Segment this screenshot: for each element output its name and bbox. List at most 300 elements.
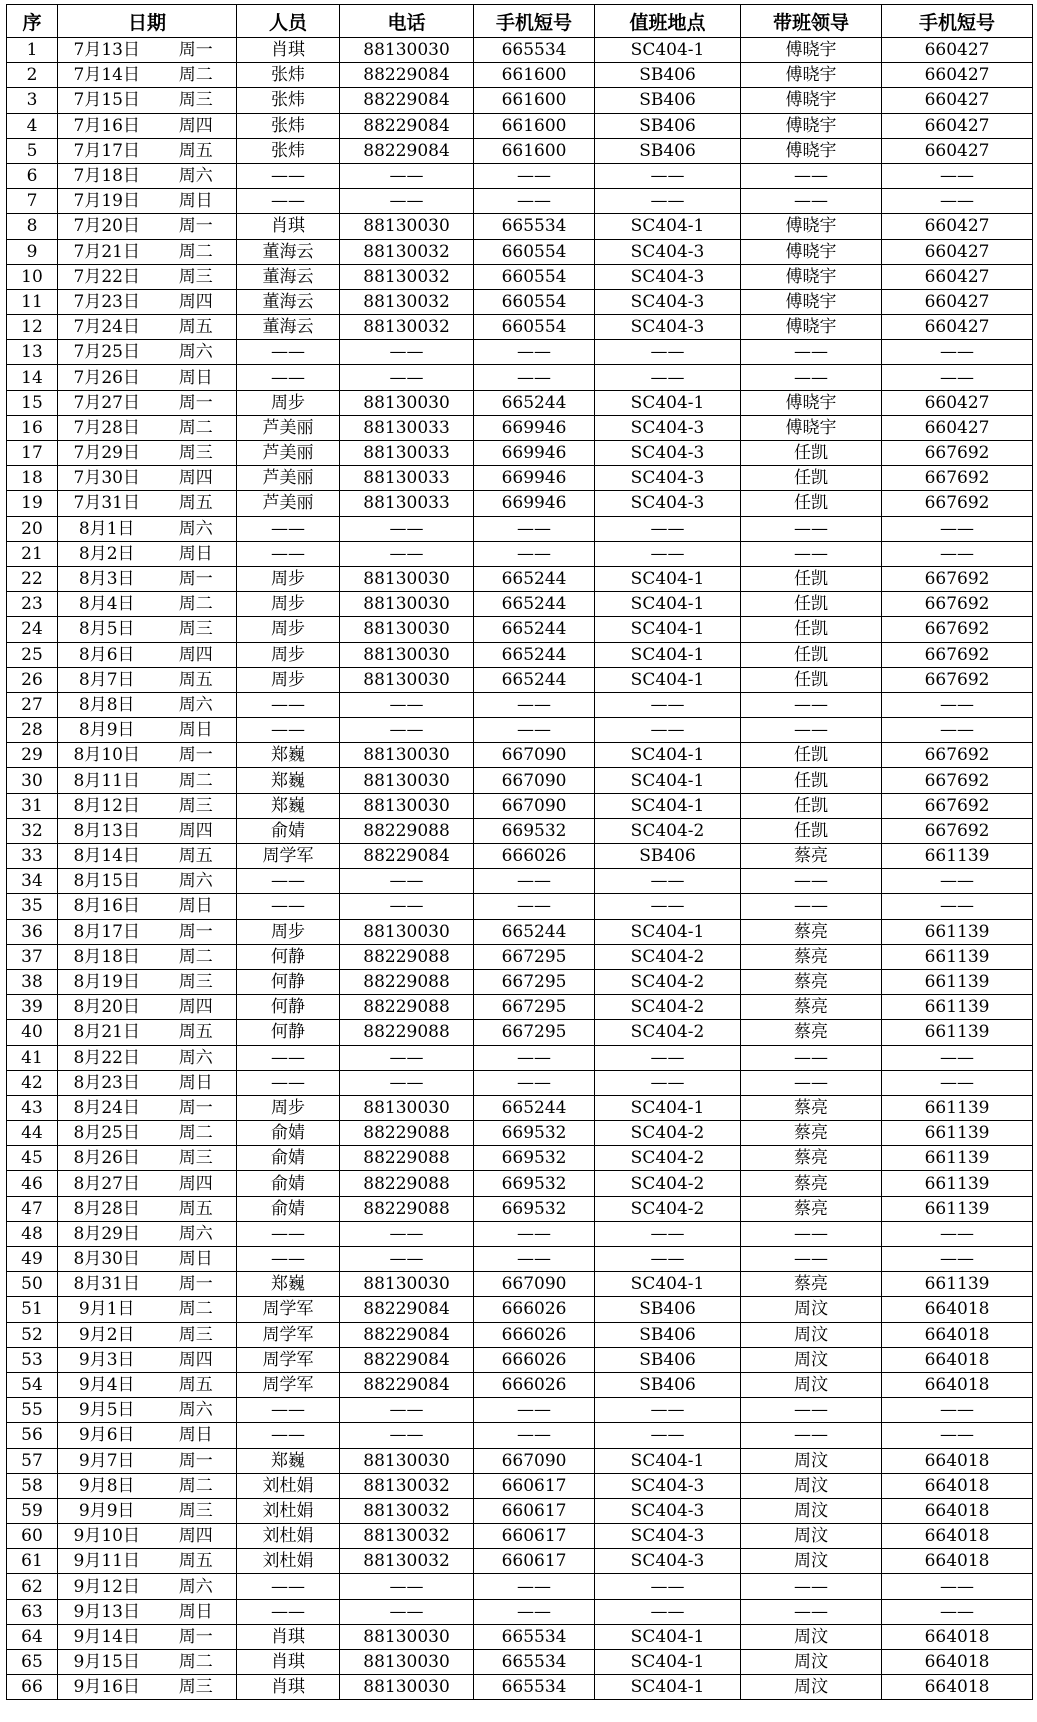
cell-leader-mobile: 667692 [882,566,1033,591]
cell-leader-mobile: 667692 [882,592,1033,617]
table-row [7,541,1033,566]
cell-leader-mobile: 664018 [882,1549,1033,1574]
cell-person: 周学军 [237,1322,340,1347]
cell-leader-mobile: 667692 [882,667,1033,692]
cell-phone: 88229084 [340,63,474,88]
table-row [7,1095,1033,1120]
cell-seq: 8 [7,214,58,239]
cell-phone: 88229084 [340,1372,474,1397]
table-row [7,1599,1033,1624]
cell-person: 肖琪 [237,38,340,63]
cell-phone: 88130030 [340,1650,474,1675]
cell-leader: 傅晓宇 [741,289,882,314]
cell-weekday: 周二 [156,944,237,969]
cell-seq: 32 [7,818,58,843]
cell-leader: 周汶 [741,1624,882,1649]
table-row [7,944,1033,969]
cell-person: 芦美丽 [237,415,340,440]
cell-seq: 40 [7,1020,58,1045]
cell-leader-mobile: 661139 [882,1272,1033,1297]
cell-phone: —— [340,1423,474,1448]
cell-seq: 62 [7,1574,58,1599]
cell-mobile-short: 660617 [474,1498,595,1523]
cell-location: SC404-1 [595,1272,741,1297]
cell-weekday: 周日 [156,189,237,214]
cell-phone: 88130030 [340,390,474,415]
table-row [7,1221,1033,1246]
cell-leader-mobile: 660427 [882,113,1033,138]
cell-person: 周步 [237,390,340,415]
cell-seq: 33 [7,844,58,869]
cell-mobile-short: 669532 [474,1196,595,1221]
cell-weekday: 周五 [156,491,237,516]
cell-phone: 88130032 [340,1524,474,1549]
cell-location: SB406 [595,1322,741,1347]
cell-weekday: 周四 [156,818,237,843]
cell-leader-mobile: 667692 [882,768,1033,793]
cell-leader: 周汶 [741,1498,882,1523]
cell-date: 7月26日 [58,365,156,390]
cell-date: 8月23日 [58,1070,156,1095]
cell-person: 张炜 [237,63,340,88]
cell-date: 9月2日 [58,1322,156,1347]
cell-phone: 88130030 [340,642,474,667]
cell-person: 周学军 [237,1347,340,1372]
cell-date: 7月21日 [58,239,156,264]
cell-mobile-short: 665244 [474,1095,595,1120]
cell-phone: —— [340,1070,474,1095]
cell-leader: —— [741,1221,882,1246]
cell-date: 7月16日 [58,113,156,138]
cell-phone: 88130033 [340,491,474,516]
cell-mobile-short: 660554 [474,264,595,289]
cell-person: 董海云 [237,239,340,264]
cell-person: 俞婧 [237,818,340,843]
cell-person: 何静 [237,944,340,969]
cell-leader: 蔡亮 [741,1272,882,1297]
cell-location: SC404-1 [595,743,741,768]
cell-mobile-short: 667295 [474,944,595,969]
roster-body [7,38,1033,1700]
cell-leader-mobile: 660427 [882,390,1033,415]
cell-seq: 65 [7,1650,58,1675]
cell-weekday: 周三 [156,793,237,818]
cell-seq: 14 [7,365,58,390]
cell-weekday: 周二 [156,1297,237,1322]
cell-weekday: 周一 [156,919,237,944]
cell-seq: 18 [7,466,58,491]
cell-leader-mobile: 667692 [882,642,1033,667]
cell-phone: 88130033 [340,415,474,440]
cell-person: 俞婧 [237,1121,340,1146]
cell-location: —— [595,1574,741,1599]
cell-leader: 蔡亮 [741,1095,882,1120]
table-row [7,516,1033,541]
cell-seq: 25 [7,642,58,667]
cell-date: 9月6日 [58,1423,156,1448]
table-row [7,793,1033,818]
cell-mobile-short: 665534 [474,214,595,239]
cell-date: 9月7日 [58,1448,156,1473]
table-row [7,340,1033,365]
cell-seq: 38 [7,969,58,994]
table-row [7,1473,1033,1498]
table-row [7,1498,1033,1523]
cell-location: SC404-1 [595,1650,741,1675]
cell-date: 7月20日 [58,214,156,239]
cell-date: 7月15日 [58,88,156,113]
cell-date: 7月17日 [58,138,156,163]
cell-person: —— [237,894,340,919]
table-row [7,1448,1033,1473]
cell-seq: 34 [7,869,58,894]
cell-seq: 58 [7,1473,58,1498]
cell-phone: 88229084 [340,113,474,138]
cell-location: SB406 [595,1372,741,1397]
cell-location: —— [595,541,741,566]
cell-leader: —— [741,1398,882,1423]
cell-person: —— [237,340,340,365]
cell-leader: —— [741,1070,882,1095]
cell-phone: —— [340,1045,474,1070]
cell-leader-mobile: 661139 [882,1146,1033,1171]
cell-mobile-short: —— [474,869,595,894]
cell-mobile-short: 660617 [474,1549,595,1574]
cell-seq: 31 [7,793,58,818]
table-row [7,113,1033,138]
cell-leader-mobile: 664018 [882,1675,1033,1700]
cell-phone: 88130032 [340,289,474,314]
cell-location: SC404-3 [595,1524,741,1549]
cell-location: SB406 [595,88,741,113]
table-row [7,995,1033,1020]
cell-weekday: 周六 [156,516,237,541]
cell-date: 8月8日 [58,692,156,717]
cell-mobile-short: 667090 [474,743,595,768]
cell-leader-mobile: 667692 [882,441,1033,466]
cell-phone: —— [340,163,474,188]
cell-leader: 傅晓宇 [741,63,882,88]
table-row [7,919,1033,944]
cell-seq: 48 [7,1221,58,1246]
cell-seq: 60 [7,1524,58,1549]
cell-leader: 周汶 [741,1650,882,1675]
cell-leader: 傅晓宇 [741,38,882,63]
cell-person: —— [237,692,340,717]
cell-weekday: 周三 [156,88,237,113]
cell-seq: 51 [7,1297,58,1322]
cell-mobile-short: —— [474,1045,595,1070]
cell-leader: 蔡亮 [741,1121,882,1146]
cell-mobile-short: 661600 [474,138,595,163]
cell-phone: 88130030 [340,1095,474,1120]
cell-person: —— [237,869,340,894]
cell-date: 8月1日 [58,516,156,541]
cell-date: 7月28日 [58,415,156,440]
cell-leader-mobile: —— [882,1398,1033,1423]
cell-seq: 61 [7,1549,58,1574]
cell-phone: 88229084 [340,88,474,113]
cell-person: —— [237,365,340,390]
cell-leader-mobile: 664018 [882,1448,1033,1473]
cell-phone: 88130032 [340,1498,474,1523]
cell-weekday: 周四 [156,113,237,138]
cell-weekday: 周六 [156,869,237,894]
cell-weekday: 周五 [156,667,237,692]
cell-seq: 21 [7,541,58,566]
table-row [7,1121,1033,1146]
duty-roster-table [6,4,1033,1700]
cell-weekday: 周一 [156,743,237,768]
table-row [7,1398,1033,1423]
cell-mobile-short: 665244 [474,642,595,667]
cell-person: 何静 [237,995,340,1020]
cell-phone: 88229084 [340,1322,474,1347]
cell-mobile-short: 665534 [474,38,595,63]
cell-leader: 周汶 [741,1297,882,1322]
table-row [7,441,1033,466]
cell-leader-mobile: —— [882,1221,1033,1246]
cell-location: SC404-3 [595,239,741,264]
cell-phone: 88130032 [340,264,474,289]
cell-phone: 88130030 [340,1675,474,1700]
cell-location: SB406 [595,138,741,163]
cell-person: 张炜 [237,113,340,138]
table-row [7,1347,1033,1372]
table-row [7,1624,1033,1649]
cell-phone: —— [340,340,474,365]
cell-location: SC404-1 [595,390,741,415]
cell-mobile-short: 669532 [474,1171,595,1196]
cell-location: —— [595,516,741,541]
cell-person: 芦美丽 [237,466,340,491]
cell-weekday: 周六 [156,692,237,717]
cell-location: SC404-3 [595,315,741,340]
cell-phone: —— [340,365,474,390]
cell-mobile-short: 669532 [474,1121,595,1146]
cell-mobile-short: —— [474,365,595,390]
cell-leader-mobile: 660427 [882,214,1033,239]
table-row [7,642,1033,667]
cell-leader: 蔡亮 [741,969,882,994]
cell-date: 8月24日 [58,1095,156,1120]
cell-date: 8月14日 [58,844,156,869]
cell-date: 7月22日 [58,264,156,289]
cell-phone: —— [340,1574,474,1599]
cell-seq: 45 [7,1146,58,1171]
cell-seq: 13 [7,340,58,365]
cell-leader: —— [741,163,882,188]
cell-mobile-short: —— [474,1221,595,1246]
cell-leader-mobile: 660427 [882,264,1033,289]
cell-leader-mobile: —— [882,340,1033,365]
table-row [7,88,1033,113]
cell-person: 俞婧 [237,1196,340,1221]
cell-leader-mobile: —— [882,894,1033,919]
cell-person: 郑巍 [237,768,340,793]
cell-mobile-short: —— [474,1398,595,1423]
cell-person: 周步 [237,642,340,667]
cell-mobile-short: 666026 [474,1347,595,1372]
cell-location: SB406 [595,1297,741,1322]
header-person: 人员 [237,5,340,38]
cell-location: SB406 [595,63,741,88]
cell-leader: —— [741,1423,882,1448]
cell-date: 8月2日 [58,541,156,566]
cell-leader-mobile: —— [882,1247,1033,1272]
cell-leader-mobile: 660427 [882,289,1033,314]
cell-seq: 19 [7,491,58,516]
cell-location: SC404-1 [595,214,741,239]
cell-mobile-short: 660554 [474,239,595,264]
cell-leader: 蔡亮 [741,995,882,1020]
cell-mobile-short: 669946 [474,415,595,440]
cell-mobile-short: 666026 [474,1297,595,1322]
cell-phone: —— [340,541,474,566]
cell-person: 周步 [237,592,340,617]
cell-mobile-short: —— [474,718,595,743]
cell-date: 8月26日 [58,1146,156,1171]
cell-mobile-short: 666026 [474,1372,595,1397]
cell-location: SC404-1 [595,642,741,667]
cell-person: —— [237,189,340,214]
cell-seq: 26 [7,667,58,692]
cell-location: SC404-3 [595,289,741,314]
cell-leader: 蔡亮 [741,1196,882,1221]
cell-seq: 54 [7,1372,58,1397]
cell-weekday: 周五 [156,1196,237,1221]
cell-location: —— [595,1247,741,1272]
cell-seq: 56 [7,1423,58,1448]
cell-phone: 88229084 [340,844,474,869]
cell-mobile-short: 666026 [474,844,595,869]
cell-seq: 57 [7,1448,58,1473]
cell-seq: 47 [7,1196,58,1221]
cell-phone: —— [340,1247,474,1272]
cell-seq: 10 [7,264,58,289]
table-row [7,1146,1033,1171]
table-row [7,1070,1033,1095]
cell-seq: 46 [7,1171,58,1196]
cell-person: 董海云 [237,264,340,289]
cell-seq: 43 [7,1095,58,1120]
cell-weekday: 周二 [156,1121,237,1146]
cell-mobile-short: 667295 [474,969,595,994]
cell-date: 8月12日 [58,793,156,818]
cell-leader: —— [741,365,882,390]
cell-mobile-short: —— [474,1423,595,1448]
cell-weekday: 周四 [156,1171,237,1196]
cell-weekday: 周日 [156,1247,237,1272]
cell-mobile-short: —— [474,1070,595,1095]
cell-leader-mobile: 660427 [882,38,1033,63]
cell-seq: 63 [7,1599,58,1624]
cell-person: 何静 [237,969,340,994]
cell-weekday: 周一 [156,214,237,239]
cell-mobile-short: 665244 [474,390,595,415]
cell-location: SC404-1 [595,592,741,617]
cell-seq: 59 [7,1498,58,1523]
cell-leader-mobile: 664018 [882,1473,1033,1498]
cell-seq: 66 [7,1675,58,1700]
cell-leader: 傅晓宇 [741,214,882,239]
cell-location: SC404-1 [595,38,741,63]
cell-location: SC404-1 [595,919,741,944]
cell-leader-mobile: 661139 [882,1020,1033,1045]
cell-leader: 傅晓宇 [741,239,882,264]
cell-phone: 88229084 [340,1347,474,1372]
cell-leader-mobile: —— [882,1045,1033,1070]
header-leader-mobile: 手机短号 [882,5,1033,38]
cell-leader-mobile: 667692 [882,793,1033,818]
cell-date: 8月3日 [58,566,156,591]
table-row [7,768,1033,793]
cell-leader-mobile: 667692 [882,617,1033,642]
cell-seq: 50 [7,1272,58,1297]
cell-mobile-short: —— [474,163,595,188]
cell-date: 9月10日 [58,1524,156,1549]
cell-mobile-short: —— [474,692,595,717]
table-row [7,38,1033,63]
cell-location: SC404-1 [595,793,741,818]
cell-seq: 9 [7,239,58,264]
cell-seq: 52 [7,1322,58,1347]
cell-leader-mobile: —— [882,1423,1033,1448]
cell-phone: —— [340,692,474,717]
cell-leader-mobile: 664018 [882,1322,1033,1347]
cell-seq: 41 [7,1045,58,1070]
cell-seq: 15 [7,390,58,415]
cell-weekday: 周六 [156,340,237,365]
cell-date: 8月6日 [58,642,156,667]
cell-phone: —— [340,718,474,743]
cell-mobile-short: 667295 [474,995,595,1020]
cell-date: 7月25日 [58,340,156,365]
cell-seq: 7 [7,189,58,214]
table-row [7,466,1033,491]
cell-seq: 4 [7,113,58,138]
table-row [7,1372,1033,1397]
cell-leader: 任凯 [741,667,882,692]
cell-location: SC404-3 [595,1473,741,1498]
cell-mobile-short: 660617 [474,1473,595,1498]
cell-weekday: 周二 [156,1650,237,1675]
cell-leader-mobile: 661139 [882,844,1033,869]
cell-person: 周学军 [237,844,340,869]
cell-mobile-short: 667090 [474,1272,595,1297]
cell-person: 周步 [237,1095,340,1120]
cell-phone: 88229088 [340,818,474,843]
cell-seq: 39 [7,995,58,1020]
cell-person: 俞婧 [237,1171,340,1196]
cell-phone: —— [340,869,474,894]
cell-seq: 55 [7,1398,58,1423]
cell-mobile-short: —— [474,1574,595,1599]
cell-leader: 任凯 [741,793,882,818]
table-row [7,239,1033,264]
cell-date: 8月29日 [58,1221,156,1246]
cell-date: 7月13日 [58,38,156,63]
cell-leader: 周汶 [741,1322,882,1347]
cell-mobile-short: —— [474,340,595,365]
cell-weekday: 周五 [156,138,237,163]
cell-location: SC404-1 [595,1448,741,1473]
cell-location: —— [595,365,741,390]
cell-leader-mobile: 664018 [882,1624,1033,1649]
cell-leader: 任凯 [741,642,882,667]
cell-leader: —— [741,894,882,919]
cell-phone: 88130030 [340,743,474,768]
